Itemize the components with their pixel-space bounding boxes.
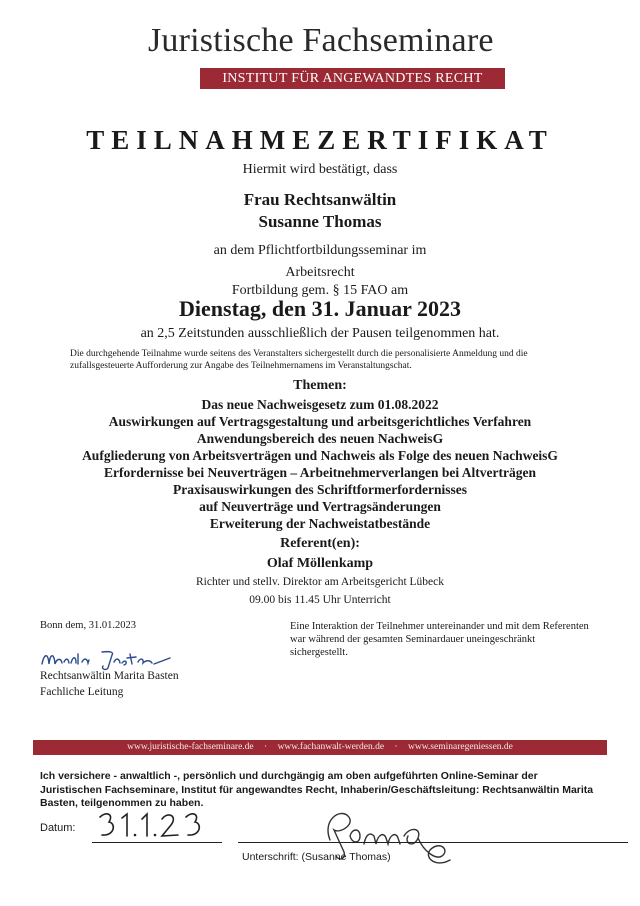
topic-item: Auswirkungen auf Vertragsgestaltung und arbeitsgerichtliches Verfahren (108, 414, 532, 429)
issuer-name: Rechtsanwältin Marita Basten (40, 670, 179, 682)
footer-link-bar (33, 740, 607, 755)
certificate-title: TEILNAHMEZERTIFIKAT (86, 125, 554, 155)
themes-heading: Themen: (293, 378, 347, 393)
footer-separator: · (394, 742, 398, 752)
footer-link[interactable]: www.seminaregeniessen.de (407, 742, 513, 752)
speaker-heading: Referent(en): (280, 536, 360, 551)
issuer-role: Fachliche Leitung (40, 686, 124, 698)
speaker-title: Richter und stellv. Direktor am Arbeitsgericht Lübeck (195, 576, 445, 588)
participant-line-2: Susanne Thomas (258, 212, 382, 231)
session-time: 09.00 bis 11.45 Uhr Unterricht (249, 594, 391, 606)
seminar-intro: an dem Pflichtfortbildungsseminar im (213, 243, 427, 258)
duration-text: an 2,5 Zeitstunden ausschließlich der Pausen teilgenommen hat. (140, 326, 500, 341)
brand-name: Juristische Fachseminare (148, 22, 494, 59)
footer-separator: · (264, 742, 268, 752)
topic-item: Erweiterung der Nachweistatbestände (209, 516, 431, 531)
interaction-note: Eine Interaktion der Teilnehmer untereinander und mit dem Referenten war während der gesamten Seminardauer uneingeschränkt sichergestellt. (290, 621, 589, 658)
topic-item: Praxisauswirkungen des Schriftformerfordernisses (173, 482, 467, 497)
topic-item: auf Neuverträge und Vertragsänderungen (199, 499, 441, 514)
topic-item: Anwendungsbereich des neuen NachweisG (196, 431, 444, 446)
topic-item: Das neue Nachweisgesetz zum 01.08.2022 (201, 397, 439, 412)
seminar-date: Dienstag, den 31. Januar 2023 (179, 296, 461, 321)
signature-caption: Unterschrift: (Susanne Thomas) (242, 851, 391, 863)
participant-signature (300, 800, 470, 877)
seminar-field: Arbeitsrecht (285, 265, 355, 280)
topic-item: Aufgliederung von Arbeitsverträgen und Nachweis als Folge des neuen NachweisG (82, 448, 558, 463)
speaker-name: Olaf Möllenkamp (266, 556, 374, 571)
datum-label: Datum: (40, 822, 76, 834)
attendance-notice: Die durchgehende Teilnahme wurde seitens des Veranstalters sichergestellt durch die personalisierte Anmeldung und die zufallsgesteuerte Aufforderung zur Angabe des Teilnehmernamens im Veranstaltungschat. (70, 349, 528, 371)
place-date: Bonn dem, 31.01.2023 (40, 620, 136, 631)
footer-link[interactable]: www.fachanwalt-werden.de (277, 742, 385, 752)
participant-line-1: Frau Rechtsanwältin (243, 190, 397, 209)
datum-underline (92, 842, 222, 843)
brand-subtitle-bar: INSTITUT FÜR ANGEWANDTES RECHT (200, 68, 505, 89)
legal-basis: Fortbildung gem. § 15 FAO am (231, 283, 409, 298)
confirm-text: Hiermit wird bestätigt, dass (242, 162, 398, 177)
signature-line (238, 842, 628, 843)
declaration-text: Ich versichere - anwaltlich -, persönlich und durchgängig am oben aufgeführten Online-Seminar der Juristischen Fachseminare, Institut für angewandtes Recht, Inhaberin/Geschäftsleitung: Rechtsanwältin Marita Basten, teilgenommen zu haben. (40, 770, 594, 809)
footer-link[interactable]: www.juristische-fachseminare.de (127, 742, 254, 752)
topic-item: Erfordernisse bei Neuverträgen – Arbeitnehmerverlangen bei Altverträgen (104, 465, 536, 480)
